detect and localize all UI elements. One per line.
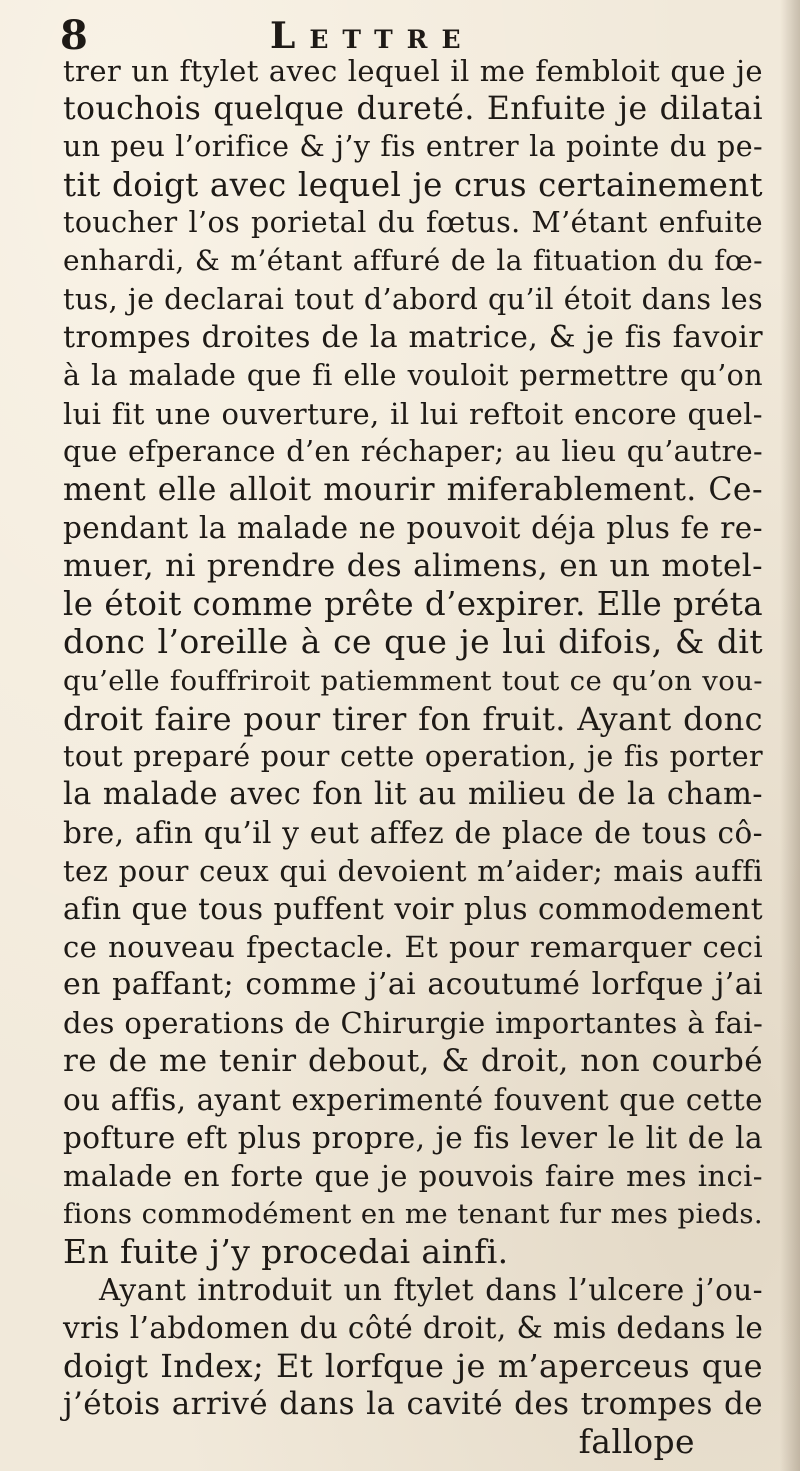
text-line: donc l’oreille à ce que je lui difois, & dit — [63, 622, 763, 662]
text-line: trompes droites de la matrice, & je fis favoir — [63, 319, 763, 355]
text-line: doigt Index; Et lorfque je m’aperceus que — [63, 1347, 763, 1386]
text-line: ou affis, ayant experimenté fouvent que cette — [63, 1082, 763, 1117]
text-line: que efperance d’en réchaper; au lieu qu’autre- — [63, 434, 763, 468]
text-line: tout preparé pour cette operation, je fis porter — [63, 739, 763, 773]
text-line: à la malade que fi elle vouloit permettre qu’on — [63, 358, 763, 392]
running-head: Lettre — [270, 15, 475, 57]
text-line: toucher l’os porietal du fœtus. M’étant enfuite — [63, 206, 763, 240]
paragraph-start-line: Ayant introduit un ftylet dans l’ulcere j’ou- — [99, 1273, 763, 1307]
text-line: tit doigt avec lequel je crus certainement — [63, 166, 763, 205]
text-line: pofture eft plus propre, je fis lever le lit de la — [63, 1120, 763, 1155]
text-line: fions commodément en me tenant fur mes pieds. — [63, 1197, 763, 1230]
text-line: un peu l’orifice & j’y fis entrer la pointe du pe- — [63, 130, 763, 164]
text-line: trer un ftylet avec lequel il me fembloit que je — [63, 54, 763, 88]
text-line: vris l’abdomen du côté droit, & mis dedans le — [63, 1311, 764, 1346]
text-line: malade en forte que je pouvois faire mes inci- — [63, 1158, 763, 1193]
text-line: droit faire pour tirer fon fruit. Ayant donc — [63, 699, 763, 738]
catchword: fallope — [578, 1422, 695, 1462]
text-line: le étoit comme prête d’expirer. Elle préta — [63, 585, 763, 624]
text-line: tus, je declarai tout d’abord qu’il étoit dans les — [63, 282, 763, 316]
text-line: lui fit une ouverture, il lui reftoit encore quel- — [63, 396, 763, 431]
text-line: en paffant; comme j’ai acoutumé lorfque j’ai — [63, 967, 763, 1003]
text-line: touchois quelque dureté. Enfuite je dilatai — [63, 91, 763, 128]
text-line: re de me tenir debout, & droit, non courbé — [63, 1043, 763, 1080]
text-line: muer, ni prendre des alimens, en un motel- — [63, 548, 763, 585]
text-line: qu’elle fouffriroit patiemment tout ce qu’on vou- — [63, 664, 763, 697]
text-line: En fuite j’y procedai ainfi. — [63, 1231, 509, 1271]
text-line: la malade avec fon lit au milieu de la cham- — [63, 776, 763, 812]
text-line: tez pour ceux qui devoient m’aider; mais auffi — [63, 853, 763, 888]
page-edge-shadow — [780, 0, 800, 1471]
body-text — [63, 52, 763, 1461]
text-line: enhardi, & m’étant affuré de la fituation du fœ- — [63, 244, 763, 278]
text-line: ce nouveau fpectacle. Et pour remarquer ceci — [63, 930, 763, 965]
text-line: afin que tous puffent voir plus commodement — [63, 892, 763, 927]
text-line: pendant la malade ne pouvoit déja plus fe re- — [63, 511, 763, 546]
text-line: ment elle alloit mourir miferablement. Ce- — [63, 472, 763, 509]
text-line: des operations de Chirurgie importantes à fai- — [63, 1006, 764, 1041]
text-line: bre, afin qu’il y eut affez de place de tous cô- — [63, 815, 763, 850]
text-line: j’étois arrivé dans la cavité des trompes de — [63, 1386, 763, 1423]
page-number: 8 — [60, 12, 88, 59]
